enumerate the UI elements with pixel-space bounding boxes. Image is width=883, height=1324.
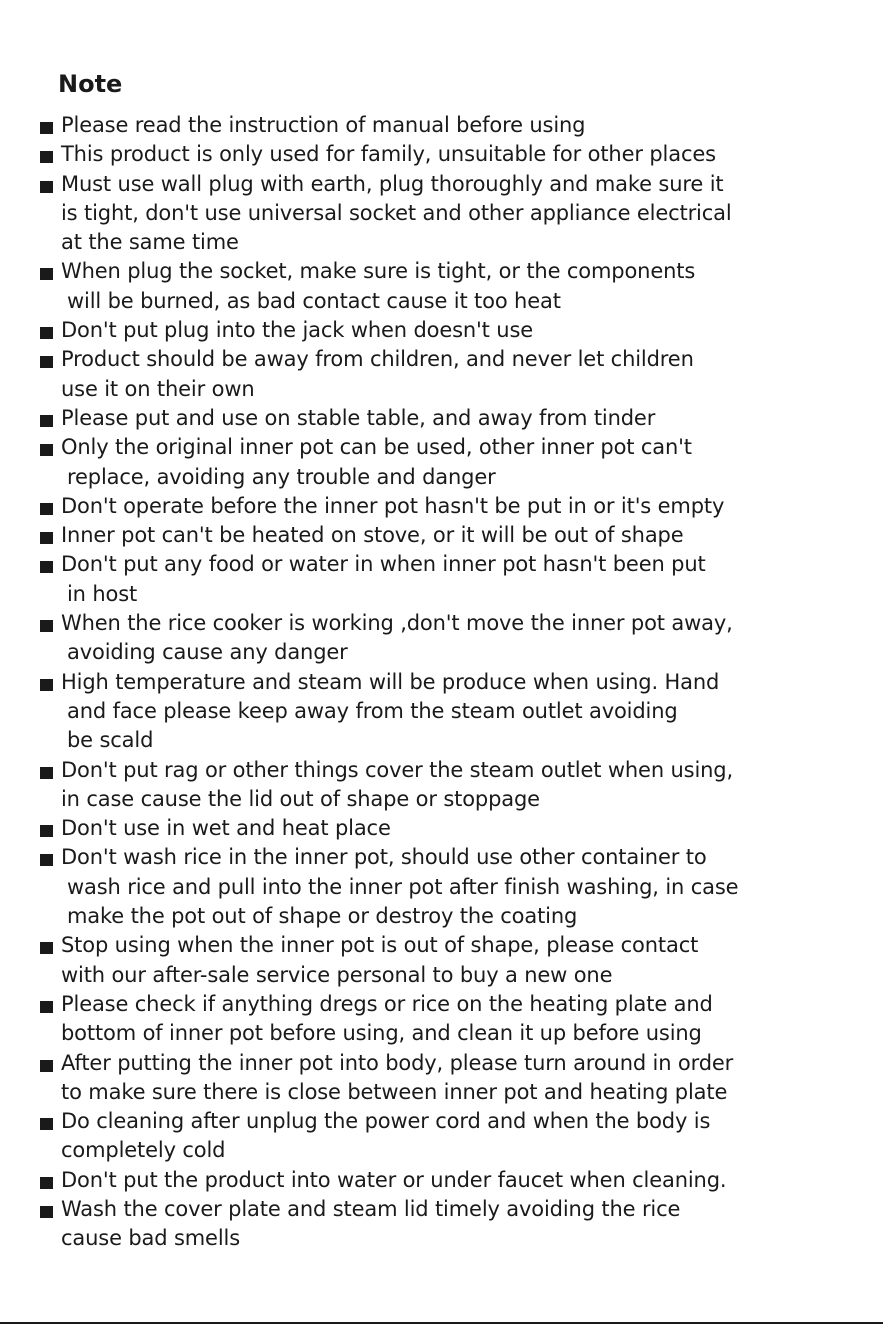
square-bullet-icon	[40, 1001, 53, 1013]
note-item	[40, 1166, 840, 1195]
square-bullet-icon	[40, 1177, 53, 1189]
note-text	[61, 316, 533, 345]
note-item	[40, 111, 840, 140]
square-bullet-icon	[40, 356, 53, 368]
note-item	[40, 316, 840, 345]
note-item	[40, 492, 840, 521]
note-text	[61, 1049, 733, 1108]
square-bullet-icon	[40, 268, 53, 280]
note-line: make the pot out of shape or destroy the coating	[67, 904, 578, 929]
note-item	[40, 668, 840, 756]
note-item	[40, 1195, 840, 1254]
note-item	[40, 931, 840, 990]
note-line: at the same time	[61, 230, 239, 255]
square-bullet-icon	[40, 942, 53, 954]
square-bullet-icon	[40, 1206, 53, 1218]
note-line: Please read the instruction of manual before using	[61, 113, 586, 137]
note-item	[40, 550, 840, 609]
note-line: Product should be away from children, and never let children	[61, 347, 694, 372]
square-bullet-icon	[40, 825, 53, 837]
note-text	[61, 550, 706, 609]
note-item	[40, 140, 840, 169]
page-title: Note	[58, 70, 123, 98]
square-bullet-icon	[40, 122, 53, 134]
note-item	[40, 170, 840, 258]
note-line: to make sure there is close between inner pot and heating plate	[61, 1079, 728, 1104]
note-line: Don't put the product into water or under faucet when cleaning.	[61, 1167, 727, 1192]
note-line: wash rice and pull into the inner pot after finish washing, in case	[67, 874, 739, 899]
note-line: When the rice cooker is working ,don't move the inner pot away,	[61, 611, 733, 636]
note-line: is tight, don't use universal socket and other appliance electrical	[61, 200, 732, 225]
square-bullet-icon	[40, 151, 53, 163]
note-line: Stop using when the inner pot is out of shape, please contact	[61, 933, 699, 958]
square-bullet-icon	[40, 679, 53, 691]
notes-list	[40, 111, 840, 1254]
note-line: bottom of inner pot before using, and clean it up before using	[61, 1021, 702, 1046]
note-line: Don't wash rice in the inner pot, should use other container to	[61, 845, 707, 870]
note-item	[40, 521, 840, 550]
note-line: Don't put rag or other things cover the steam outlet when using,	[61, 757, 734, 782]
note-text	[61, 521, 684, 550]
note-line: completely cold	[61, 1138, 226, 1163]
note-line: Don't use in wet and heat place	[61, 816, 391, 841]
note-line: Do cleaning after unplug the power cord and when the body is	[61, 1109, 711, 1134]
note-item	[40, 257, 840, 316]
note-text	[61, 404, 655, 433]
square-bullet-icon	[40, 767, 53, 779]
note-text	[61, 433, 692, 492]
note-line: and face please keep away from the steam outlet avoiding	[67, 698, 678, 723]
note-text	[61, 111, 585, 140]
note-line: with our after-sale service personal to buy a new one	[61, 962, 613, 987]
note-line: in case cause the lid out of shape or stoppage	[61, 786, 540, 811]
note-text	[61, 170, 732, 258]
note-line: Please put and use on stable table, and away from tinder	[61, 405, 656, 430]
note-item	[40, 433, 840, 492]
square-bullet-icon	[40, 415, 53, 427]
note-line: will be burned, as bad contact cause it too heat	[67, 288, 561, 313]
note-item	[40, 1049, 840, 1108]
note-line: Only the original inner pot can be used, other inner pot can't	[61, 435, 692, 460]
note-line: replace, avoiding any trouble and danger	[67, 464, 496, 489]
note-item	[40, 756, 840, 815]
note-line: be scald	[67, 728, 154, 753]
note-text	[61, 1195, 680, 1254]
note-line: After putting the inner pot into body, please turn around in order	[61, 1050, 734, 1075]
note-item	[40, 990, 840, 1049]
square-bullet-icon	[40, 532, 53, 544]
note-line: cause bad smells	[61, 1226, 240, 1251]
note-text	[61, 1166, 726, 1195]
note-text	[61, 814, 391, 843]
square-bullet-icon	[40, 620, 53, 632]
note-item	[40, 345, 840, 404]
note-item	[40, 814, 840, 843]
note-line: This product is only used for family, unsuitable for other places	[61, 142, 716, 167]
note-line: Wash the cover plate and steam lid timely avoiding the rice	[61, 1196, 681, 1221]
note-text	[61, 668, 719, 756]
note-line: avoiding cause any danger	[67, 640, 348, 665]
square-bullet-icon	[40, 444, 53, 456]
note-text	[61, 756, 733, 815]
note-line: High temperature and steam will be produce when using. Hand	[61, 669, 720, 694]
note-item	[40, 1107, 840, 1166]
note-item	[40, 404, 840, 433]
note-line: use it on their own	[61, 376, 255, 401]
note-line: Inner pot can't be heated on stove, or it will be out of shape	[61, 523, 684, 548]
note-line: Must use wall plug with earth, plug thoroughly and make sure it	[61, 171, 724, 196]
note-text	[61, 140, 716, 169]
square-bullet-icon	[40, 181, 53, 193]
note-text	[61, 931, 698, 990]
square-bullet-icon	[40, 1118, 53, 1130]
square-bullet-icon	[40, 561, 53, 573]
square-bullet-icon	[40, 327, 53, 339]
note-line: in host	[67, 581, 138, 606]
note-line: Don't put any food or water in when inner pot hasn't been put	[61, 552, 706, 577]
note-text	[61, 257, 695, 316]
note-text	[61, 990, 713, 1049]
square-bullet-icon	[40, 854, 53, 866]
note-line: When plug the socket, make sure is tight, or the components	[61, 259, 696, 284]
note-line: Don't put plug into the jack when doesn't use	[61, 318, 534, 343]
note-line: Please check if anything dregs or rice on the heating plate and	[61, 991, 713, 1016]
note-item	[40, 843, 840, 931]
note-text	[61, 609, 733, 668]
note-item	[40, 609, 840, 668]
square-bullet-icon	[40, 503, 53, 515]
note-text	[61, 492, 724, 521]
note-text	[61, 843, 738, 931]
note-text	[61, 345, 694, 404]
square-bullet-icon	[40, 1060, 53, 1072]
note-line: Don't operate before the inner pot hasn't be put in or it's empty	[61, 493, 725, 518]
note-text	[61, 1107, 710, 1166]
